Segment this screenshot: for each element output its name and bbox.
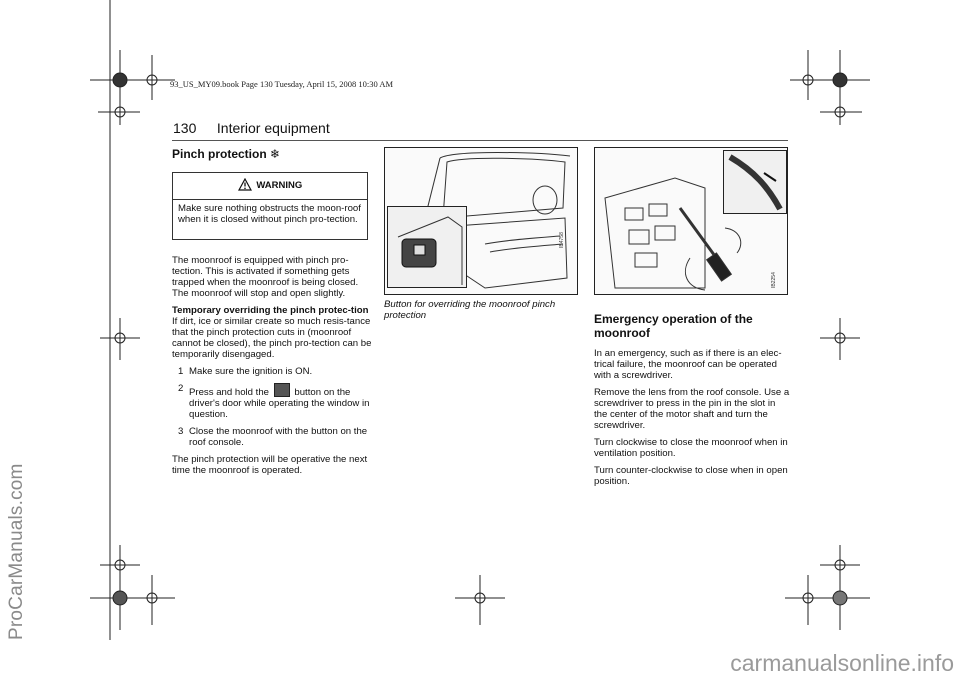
page-number: 130 bbox=[173, 120, 197, 136]
pinch-protection-column bbox=[172, 147, 372, 161]
override-button-closeup bbox=[388, 207, 466, 287]
pinch-protection-heading bbox=[172, 147, 372, 161]
step-text-before: Press and hold the bbox=[189, 387, 270, 398]
section-title: Interior equipment bbox=[216, 120, 330, 136]
emergency-paragraph: Turn counter-clockwise to close when in open position. bbox=[594, 465, 788, 487]
bottom-watermark: carmanualsonline.info bbox=[730, 650, 954, 676]
override-heading: Temporary overriding the pinch protec-tion bbox=[172, 305, 369, 316]
lens-detail-inset bbox=[723, 150, 787, 214]
pinch-closing: The pinch protection will be operative the next time the moonroof is operated. bbox=[172, 454, 368, 476]
override-button-icon bbox=[274, 383, 290, 397]
side-watermark: ProCarManuals.com bbox=[6, 463, 27, 640]
step-number: 2 bbox=[178, 383, 184, 394]
door-figure-caption: Button for overriding the moonroof pinch protection bbox=[384, 299, 556, 321]
page-header bbox=[173, 120, 330, 136]
emergency-heading: Emergency operation of the moonroof bbox=[594, 312, 753, 340]
pinch-intro: The moonroof is equipped with pinch pro-tection. This is activated if something gets trapped when the moonroof is being closed. The moonroof will stop and open slightly. bbox=[172, 255, 359, 299]
warning-text: Make sure nothing obstructs the moon-roof when it is closed without pinch pro-tection. bbox=[178, 203, 361, 225]
header-rule bbox=[172, 140, 788, 141]
step-text: Make sure the ignition is ON. bbox=[189, 366, 313, 377]
warning-label: WARNING bbox=[256, 180, 303, 191]
pinch-body bbox=[172, 255, 372, 482]
override-text: If dirt, ice or similar create so much resis-tance that the pinch protection cuts in (moonroof cannot be closed), the pinch pro-tection can be temporarily disengaged. bbox=[172, 316, 372, 360]
figure-code: IB2254 bbox=[771, 272, 777, 288]
snowflake-icon: ❄ bbox=[270, 147, 281, 161]
print-header: 93_US_MY09.book Page 130 Tuesday, April 15, 2008 10:30 AM bbox=[170, 79, 394, 89]
step-number: 3 bbox=[178, 426, 184, 437]
emergency-paragraph: Remove the lens from the roof console. Use a screwdriver to press in the pin in the slot in the center of the motor shaft and turn the screwdriver. bbox=[594, 387, 790, 431]
step-number: 1 bbox=[178, 366, 184, 377]
roof-console-figure bbox=[594, 147, 788, 295]
step-item bbox=[172, 426, 372, 448]
step-text: Close the moonroof with the button on the roof console. bbox=[189, 426, 368, 448]
step-text-after: button on the driver's door while operating the window in question. bbox=[189, 387, 370, 420]
steps-list bbox=[172, 366, 372, 448]
pinch-protection-title: Pinch protection bbox=[172, 147, 267, 161]
door-figure bbox=[384, 147, 578, 295]
emergency-paragraph: Turn clockwise to close the moonroof when in ventilation position. bbox=[594, 437, 788, 459]
warning-triangle-icon bbox=[238, 178, 252, 191]
warning-box bbox=[172, 172, 368, 240]
step-item bbox=[172, 366, 372, 377]
step-item bbox=[172, 383, 372, 420]
button-detail-inset bbox=[387, 206, 467, 288]
figure-code: IB4758 bbox=[559, 232, 565, 248]
warning-header bbox=[173, 173, 367, 200]
lens-closeup bbox=[724, 151, 786, 213]
emergency-paragraph: In an emergency, such as if there is an elec-trical failure, the moonroof can be operated with a screwdriver. bbox=[594, 348, 782, 381]
emergency-column bbox=[594, 312, 790, 493]
